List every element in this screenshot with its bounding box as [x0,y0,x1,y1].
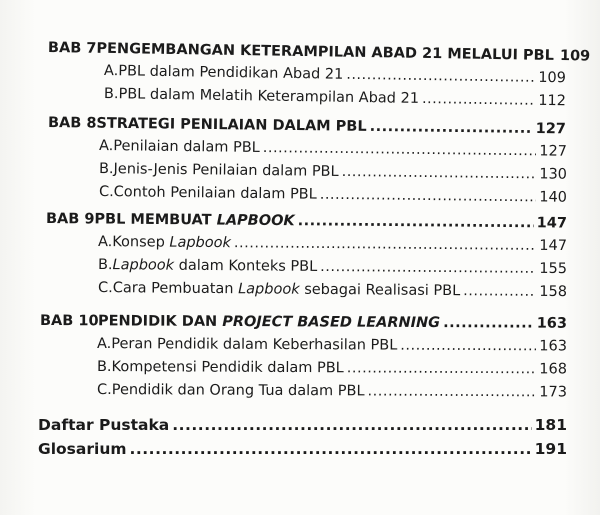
page-number: 130 [539,166,568,183]
dot-leader [263,140,537,159]
page-number: 168 [539,361,568,378]
page-number: 155 [539,260,568,278]
dot-leader [234,235,537,254]
entry-title: Pendidik dan Orang Tua dalam PBL [111,382,365,400]
toc-chapter-10[interactable] [40,313,567,332]
page-number: 109 [559,48,591,65]
dot-leader [298,213,534,231]
entry-letter: A. [97,234,113,251]
entry-title: Kompetensi Pendidik dalam PBL [111,359,344,377]
toc-entry-9b[interactable] [98,257,567,277]
entry-title: Jenis-Jenis Penilaian dalam PBL [113,161,339,180]
page-number: 127 [535,120,567,138]
entry-title: Penilaian dalam PBL [113,138,260,156]
chapter-label: BAB 9 [45,211,95,228]
dot-leader [400,338,536,355]
page-number: 158 [539,283,568,301]
dot-leader [368,383,537,400]
toc-entry-9c[interactable] [98,280,567,300]
entry-title: PBL dalam Melatih Keterampilan Abad 21 [118,86,420,107]
entry-title: PBL dalam Pendidikan Abad 21 [118,63,344,83]
toc-entry-8c[interactable] [99,184,567,206]
dot-leader [443,315,534,331]
entry-letter: B. [96,359,112,376]
dot-leader [347,360,537,377]
page-number: 147 [539,237,568,255]
entry-title: Peran Pendidik dalam Keberhasilan PBL [111,336,398,354]
dot-leader [172,416,531,434]
dot-leader [320,259,536,277]
page-number: 163 [536,315,568,332]
toc-entry-10a[interactable] [97,336,567,354]
toc-chapter-8[interactable] [48,115,566,137]
toc-chapter-7[interactable] [47,40,591,65]
page-number: 109 [538,69,567,87]
dot-leader [320,187,537,206]
chapter-title: PENDIDIK DAN PROJECT BASED LEARNING [97,313,441,332]
dot-leader [130,440,532,458]
toc-glossary[interactable] [38,440,567,458]
page-number: 140 [539,189,568,206]
chapter-label: BAB 7 [47,40,97,57]
page-number: 173 [539,384,568,401]
toc-entry-7b[interactable] [104,86,566,109]
entry-letter: B. [103,86,119,103]
dot-leader [370,119,533,137]
page-number: 163 [539,338,568,355]
dot-leader [342,164,537,182]
entry-letter: B. [98,161,114,178]
entry-title: Glosarium [38,440,127,458]
toc-entry-7a[interactable] [104,63,566,86]
entry-letter: C. [97,280,113,297]
entry-title: Konsep Lapbook [112,234,232,252]
chapter-title: PENGEMBANGAN KETERAMPILAN ABAD 21 MELALUI PBL [96,40,555,64]
toc-chapter-9[interactable] [46,211,567,232]
entry-title: Contoh Penilaian dalam PBL [113,184,317,203]
chapter-label: BAB 10 [39,313,99,330]
entry-letter: A. [103,63,119,80]
entry-title: Daftar Pustaka [38,416,170,434]
page-number: 181 [534,416,567,434]
chapter-title: STRATEGI PENILAIAN DALAM PBL [96,115,367,135]
toc-entry-8a[interactable] [99,138,567,160]
dot-leader [463,283,536,300]
entry-letter: A. [98,138,114,155]
page-number: 191 [534,440,567,458]
toc-entry-8b[interactable] [99,161,567,183]
entry-letter: C. [96,382,112,399]
entry-letter: A. [96,336,112,353]
page-number: 112 [538,92,567,110]
dot-leader [346,67,535,86]
entry-title: Lapbook dalam Konteks PBL [112,257,318,275]
toc-entry-10c[interactable] [97,382,567,400]
page-number: 127 [539,143,568,160]
entry-letter: B. [97,257,113,274]
toc-entry-10b[interactable] [97,359,567,377]
entry-letter: C. [98,184,114,201]
page-number: 147 [536,215,568,232]
chapter-label: BAB 8 [47,115,97,132]
toc-bibliography[interactable] [38,416,567,434]
toc-entry-9a[interactable] [98,234,567,254]
chapter-title: PBL MEMBUAT LAPBOOK [94,211,295,230]
entry-title: Cara Pembuatan Lapbook sebagai Realisasi PBL [112,280,461,300]
dot-leader [422,91,536,109]
